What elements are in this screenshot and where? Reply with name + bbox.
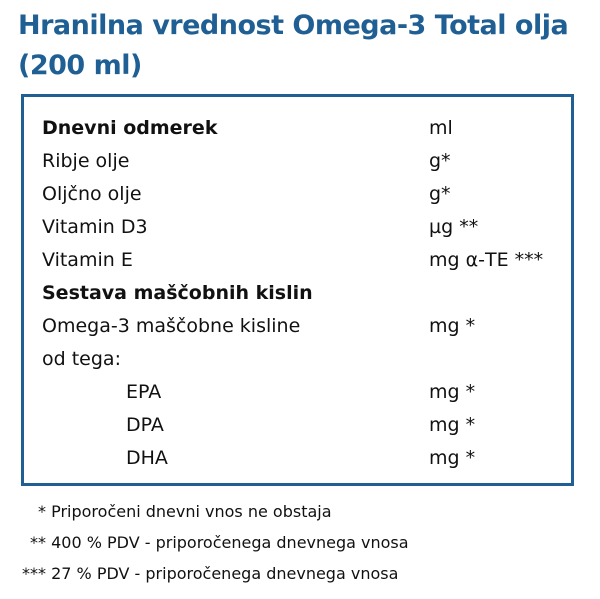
row-label: Oljčno olje (42, 183, 142, 205)
row-label: Ribje olje (42, 150, 130, 172)
footnote-1: * Priporočeni dnevni vnos ne obstaja (38, 502, 332, 521)
row-label: Vitamin E (42, 249, 133, 271)
row-label: od tega: (42, 348, 121, 370)
row-unit: mg α-TE *** (429, 249, 544, 271)
row-label: DHA (126, 447, 168, 469)
row-label: Dnevni odmerek (42, 117, 218, 139)
row-label: EPA (126, 381, 162, 403)
row-label: Omega-3 maščobne kisline (42, 315, 301, 337)
row-unit: mg * (429, 414, 476, 436)
row-label: Vitamin D3 (42, 216, 148, 238)
row-unit: g* (429, 183, 451, 205)
row-unit: ml (429, 117, 453, 139)
nutrition-table (21, 94, 574, 486)
footnote-3: *** 27 % PDV - priporočenega dnevnega vnosa (22, 564, 399, 583)
section-heading: Sestava maščobnih kislin (42, 282, 313, 304)
row-unit: mg * (429, 381, 476, 403)
row-unit: mg * (429, 315, 476, 337)
page-title: Hranilna vrednost Omega-3 Total olja (200 ml) (18, 10, 569, 81)
row-unit: µg ** (429, 216, 479, 238)
row-label: DPA (126, 414, 164, 436)
row-unit: g* (429, 150, 451, 172)
footnote-2: ** 400 % PDV - priporočenega dnevnega vnosa (30, 533, 409, 552)
row-unit: mg * (429, 447, 476, 469)
